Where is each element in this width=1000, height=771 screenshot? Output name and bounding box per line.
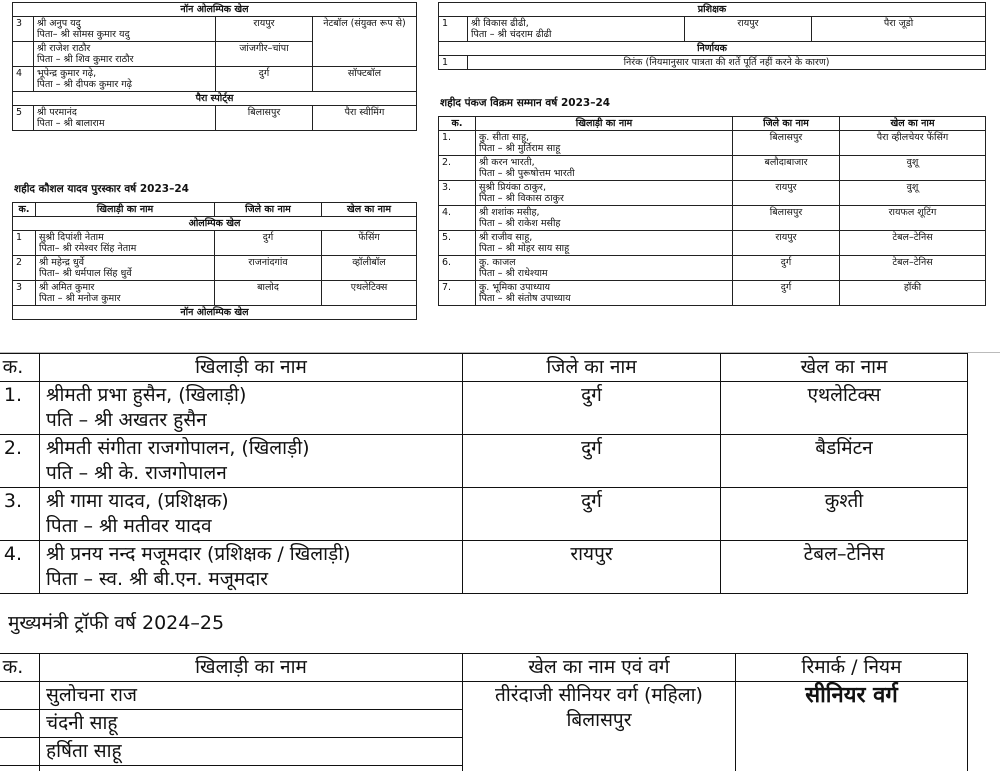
table-row: 1 श्री विकास ढीढी, पिता – श्री चंदराम ढीढी रायपुर पैरा जूडो [439,17,986,42]
top-left-clipping [0,0,425,352]
table-row: 4. श्री प्रनय नन्द मजूमदार (प्रशिक्षक / खिलाड़ी) पिता – स्व. श्री बी.एन. मजूमदार रायपुर टेबल–टेनिस [0,541,968,594]
table-row: 6. कु. काजल पिता – श्री राधेश्याम दुर्ग टेबल–टेनिस [439,256,986,281]
section-olympic: ओलम्पिक खेल [13,217,417,231]
pankaj-table: क. खिलाड़ी का नाम जिले का नाम खेल का नाम 1. कु. सीता साहू, पिता – श्री मुर्तिराम साहू बिलासपुर पैरा व्हीलचेयर फेंसिंग 2. श्री करन भारती, पिता – श्री पुरूषोत्तम भारती बलौदाबाजार वुशू 3. सुश्री प्रियंका ठाकुर, पिता – श्री विकास ठाकुर रायपुर वुशू 4. श्री शशांक मसीह, पिता – श्री राकेश मसीह बिलासपुर रायफल शूटिंग 5. श्री राजीव साहू, पिता – श्री मोहर साय साहू रायपुर टेबल–टेनिस 6. कु. काजल पिता – श्री राधेश्याम दुर्ग टेबल–टेनिस 7. कु. भूमिका उपाध्याय पिता – श्री संतोष उपाध्याय दुर्ग हॉकी [438,116,986,306]
table-row: 2. श्री करन भारती, पिता – श्री पुरूषोत्तम भारती बलौदाबाजार वुशू [439,156,986,181]
heading-pankaj: शहीद पंकज विक्रम सम्मान वर्ष 2023–24 [440,96,610,110]
table-row: 3 श्री अनुप यदु पिता– श्री सोमस कुमार यदु रायपुर नेटबॉल (संयुक्त रूप से) [13,17,417,42]
section-coach: प्रशिक्षक [439,3,986,17]
bottom-clipping [0,352,1000,771]
table-row: 1 निरंक (नियमानुसार पात्रता की शर्ते पूर्ति नहीं करने के कारण) [439,56,986,70]
section-nonolympic: नॉन ओलम्पिक खेल [13,3,417,17]
table-row: हर्षिता साहू [0,738,968,766]
trophy-table: क. खिलाड़ी का नाम खेल का नाम एवं वर्ग रिमार्क / नियम सुलोचना राज तीरंदाजी सीनियर वर्ग (महिला) बिलासपुर सीनियर वर्ग चंदनी साहू हर्षिता साहू [0,653,968,771]
table-row: 5. श्री राजीव साहू, पिता – श्री मोहर साय साहू रायपुर टेबल–टेनिस [439,231,986,256]
table-row: सुलोचना राज तीरंदाजी सीनियर वर्ग (महिला) बिलासपुर सीनियर वर्ग [0,682,968,710]
kaushal-table: क. खिलाड़ी का नाम जिले का नाम खेल का नाम ओलम्पिक खेल 1 सुश्री दिपांशी नेताम पिता– श्री रमेश्वर सिंह नेताम दुर्ग फेंसिंग 2 श्री महेन्द्र धुर्वे पिता– श्री धर्मपाल सिंह धुर्वे राजनांदगांव व्हॉलीबॉल 3 श्री अमित कुमार पिता – श्री मनोज कुमार बालोद एथलेटिक्स नॉन ओलम्पिक खेल [12,202,417,320]
table-row: 1. कु. सीता साहू, पिता – श्री मुर्तिराम साहू बिलासपुर पैरा व्हीलचेयर फेंसिंग [439,131,986,156]
honours-table: क. खिलाड़ी का नाम जिले का नाम खेल का नाम 1. श्रीमती प्रभा हुसैन, (खिलाड़ी) पति – श्री अखतर हुसैन दुर्ग एथलेटिक्स 2. श्रीमती संगीता राजगोपालन, (खिलाड़ी) पति – श्री के. राजगोपालन दुर्ग बैडमिंटन 3. श्री गामा यादव, (प्रशिक्षक) पिता – श्री मतीवर यादव दुर्ग कुश्ती 4. श्री प्रनय नन्द मजूमदार (प्रशिक्षक / खिलाड़ी) पिता – स्व. श्री बी.एन. मजूमदार रायपुर टेबल–टेनिस [0,353,968,594]
table-row: चंदनी साहू [0,710,968,738]
table-row: 5 श्री परमानंद पिता – श्री बालाराम बिलासपुर पैरा स्वीमिंग [13,106,417,131]
table-row: 2 श्री महेन्द्र धुर्वे पिता– श्री धर्मपाल सिंह धुर्वे राजनांदगांव व्हॉलीबॉल [13,256,417,281]
nonolympic-table [12,2,417,131]
table-row: 7. कु. भूमिका उपाध्याय पिता – श्री संतोष उपाध्याय दुर्ग हॉकी [439,281,986,306]
heading-kaushal: शहीद कौशल यादव पुरस्कार वर्ष 2023–24 [14,182,189,196]
table-row: 3. श्री गामा यादव, (प्रशिक्षक) पिता – श्री मतीवर यादव दुर्ग कुश्ती [0,488,968,541]
section-para-sports: पैरा स्पोर्ट्स [13,92,417,106]
table-row: 1. श्रीमती प्रभा हुसैन, (खिलाड़ी) पति – श्री अखतर हुसैन दुर्ग एथलेटिक्स [0,382,968,435]
table-row: 4 भूपेन्द्र कुमार गढ़े, पिता – श्री दीपक कुमार गढ़े दुर्ग सॉफ्टबॉल [13,67,417,92]
table-row: 1 सुश्री दिपांशी नेताम पिता– श्री रमेश्वर सिंह नेताम दुर्ग फेंसिंग [13,231,417,256]
table-row: 3. सुश्री प्रियंका ठाकुर, पिता – श्री विकास ठाकुर रायपुर वुशू [439,181,986,206]
trophy-heading: मुख्यमंत्री ट्रॉफी वर्ष 2024–25 [8,609,224,635]
top-right-clipping [432,0,1000,352]
section-judge: निर्णायक [439,42,986,56]
table-row: 4. श्री शशांक मसीह, पिता – श्री राकेश मसीह बिलासपुर रायफल शूटिंग [439,206,986,231]
coach-table [438,2,986,70]
table-row: 2. श्रीमती संगीता राजगोपालन, (खिलाड़ी) पति – श्री के. राजगोपालन दुर्ग बैडमिंटन [0,435,968,488]
table-row: 3 श्री अमित कुमार पिता – श्री मनोज कुमार बालोद एथलेटिक्स [13,281,417,306]
section-nonolympic-2: नॉन ओलम्पिक खेल [13,306,417,320]
table-row: श्री राजेश राठौर पिता – श्री शिव कुमार राठौर जांजगीर–चांपा [13,42,417,67]
